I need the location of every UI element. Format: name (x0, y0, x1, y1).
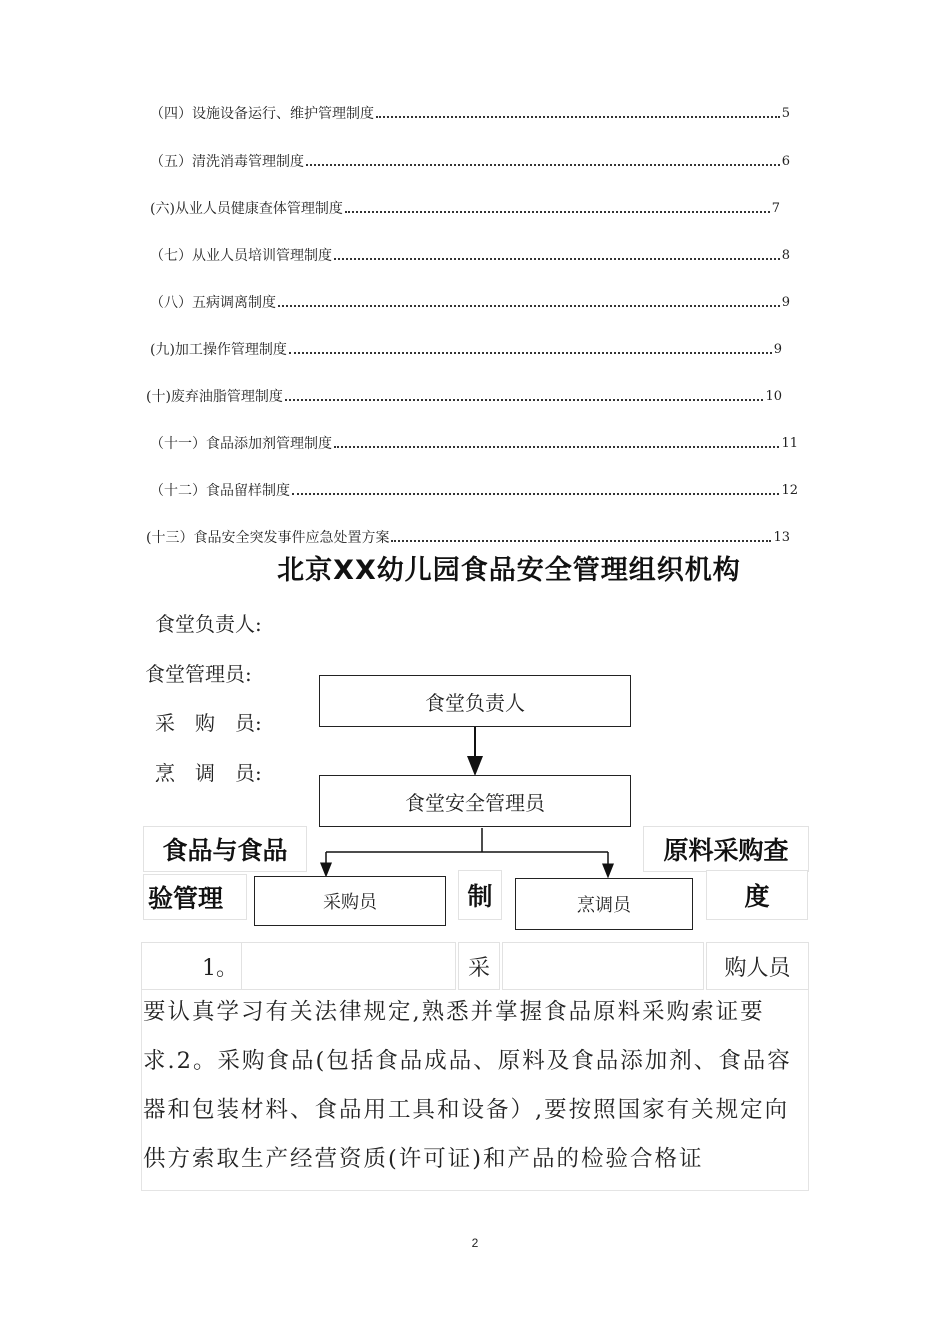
toc-label: （十一）食品添加剂管理制度 (150, 436, 332, 452)
toc-label: (九)加工操作管理制度 (150, 342, 287, 358)
role-admin-label: 食堂管理员: (145, 662, 252, 686)
toc-page-number: 6 (781, 154, 790, 169)
role-manager-label: 食堂负责人: (155, 612, 262, 636)
toc-label: (六)从业人员健康查体管理制度 (150, 201, 343, 217)
role-cook-label: 烹 调 员: (155, 761, 262, 785)
toc-page-number: 7 (771, 201, 780, 216)
body-fragment-blank-2 (502, 942, 704, 990)
toc-page-number: 13 (773, 530, 790, 545)
page-number: 2 (471, 1236, 479, 1250)
role-buyer-label: 采 购 员: (155, 711, 262, 735)
body-paragraph: 要认真学习有关法律规定,熟悉并掌握食品原料采购索证要求.2。采购食品(包括食品成品、原料及食品添加剂、食品容器和包装材料、食品用工具和设备）,要按照国家有关规定向供方索取生产经营资质(许可证)和产品的检验合格证 (143, 999, 792, 1172)
document-title: 北京XX幼儿园食品安全管理组织机构 (277, 555, 741, 586)
toc-label: （四）设施设备运行、维护管理制度 (150, 106, 374, 122)
section-heading-part1: 食品与食品 (143, 826, 307, 872)
toc-page-number: 11 (781, 436, 798, 451)
toc-label: (十)废弃油脂管理制度 (146, 389, 283, 405)
body-fragment-char: 采 (458, 942, 500, 990)
toc-label: （十二）食品留样制度 (150, 483, 290, 499)
toc-label: （八）五病调离制度 (150, 295, 276, 311)
toc-page-number: 8 (781, 248, 790, 263)
toc-label: （七）从业人员培训管理制度 (150, 248, 332, 264)
toc-page-number: 12 (781, 483, 798, 498)
section-heading-part2: 原料采购查 (643, 826, 809, 872)
toc-page-number: 5 (781, 106, 790, 121)
body-fragment-tail: 购人员 (706, 942, 809, 990)
org-box-safety-admin: 食堂安全管理员 (319, 775, 631, 827)
body-fragment-number: 1。 (141, 942, 243, 990)
toc-label: (十三）食品安全突发事件应急处置方案 (146, 530, 390, 546)
section-heading-part3: 验管理 (143, 874, 247, 920)
org-box-manager: 食堂负责人 (319, 675, 631, 727)
toc-page-number: 9 (781, 295, 790, 310)
toc-page-number: 9 (773, 342, 782, 357)
org-box-buyer: 采购员 (254, 876, 446, 926)
org-box-cook: 烹调员 (515, 878, 693, 930)
toc-page-number: 10 (765, 389, 782, 404)
section-heading-part5: 度 (706, 870, 808, 920)
section-heading-part4: 制 (458, 870, 502, 920)
body-fragment-blank (241, 942, 456, 990)
toc-label: （五）清洗消毒管理制度 (150, 154, 304, 170)
